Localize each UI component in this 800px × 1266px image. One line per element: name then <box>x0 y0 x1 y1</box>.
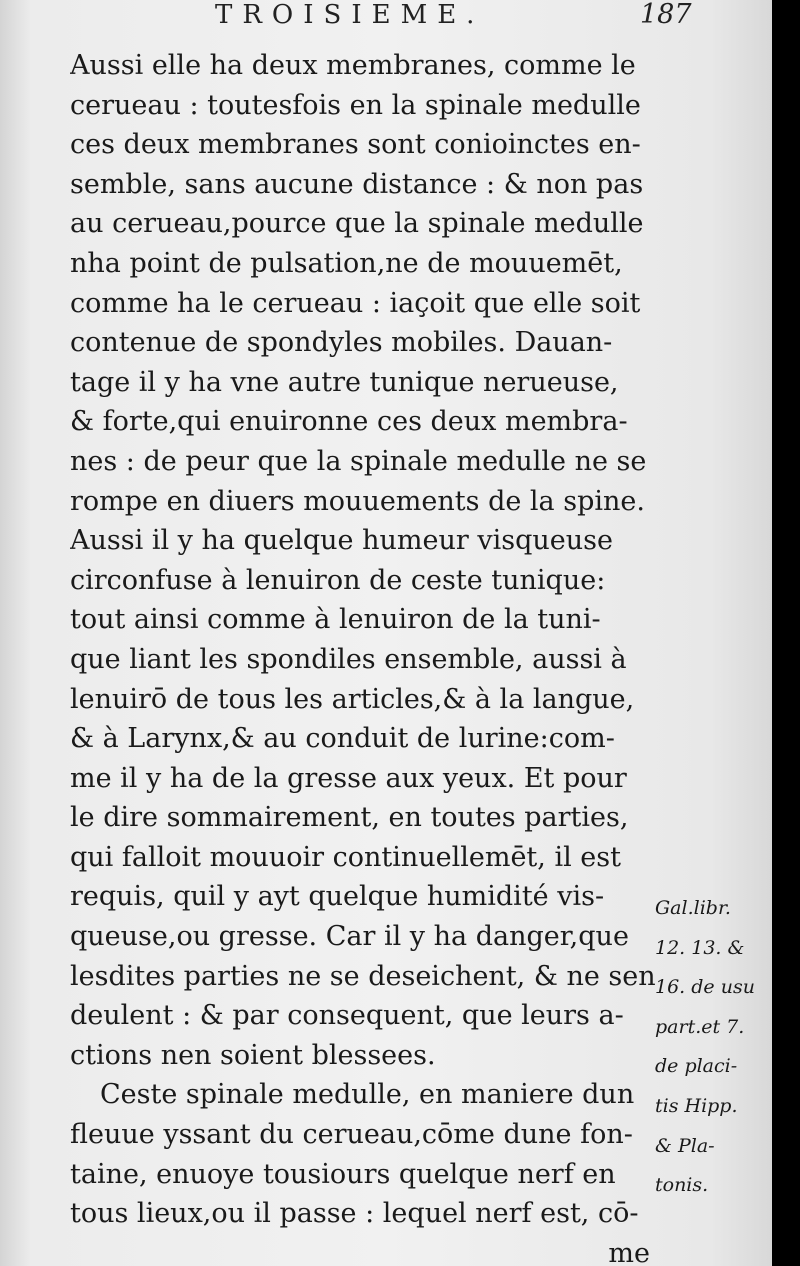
text-line: au cerueau,pource que la spinale medulle <box>70 208 644 240</box>
text-line: Aussi il y ha quelque humeur visqueuse <box>70 525 613 557</box>
text-line: queuse,ou gresse. Car il y ha danger,que <box>70 921 629 953</box>
text-line: le dire sommairement, en toutes parties, <box>70 802 629 834</box>
text-line: tage il y ha vne autre tunique nerueuse, <box>70 366 619 398</box>
margin-note: tis Hipp. <box>655 1094 738 1117</box>
text-line: circonfuse à lenuiron de ceste tunique: <box>70 564 606 596</box>
running-head: TROISIEME. <box>215 0 485 30</box>
text-line: & forte,qui enuironne ces deux membra- <box>70 406 628 438</box>
catchword: me <box>608 1237 650 1266</box>
margin-note: 12. 13. & <box>655 936 745 959</box>
margin-note: 16. de usu <box>655 976 755 999</box>
text-line: Ceste spinale medulle, en maniere dun <box>100 1079 635 1111</box>
text-line: ctions nen soient blessees. <box>70 1039 436 1071</box>
text-line: & à Larynx,& au conduit de lurine:com- <box>70 723 615 755</box>
text-line: fleuue yssant du cerueau,cōme dune fon- <box>70 1119 633 1151</box>
text-line: cerueau : toutesfois en la spinale medulle <box>70 89 641 121</box>
text-line: comme ha le cerueau : iaçoit que elle soit <box>70 287 641 319</box>
text-line: taine, enuoye tousiours quelque nerf en <box>70 1158 616 1190</box>
text-line: semble, sans aucune distance : & non pas <box>70 168 644 200</box>
text-line: requis, quil y ayt quelque humidité vis- <box>70 881 605 913</box>
margin-note: de placi- <box>655 1055 738 1078</box>
margin-note: & Pla- <box>655 1134 715 1157</box>
margin-note: part.et 7. <box>655 1015 745 1038</box>
text-line: qui falloit mouuoir continuellemēt, il est <box>70 841 621 873</box>
text-line: lesdites parties ne se deseichent, & ne sen <box>70 960 656 992</box>
margin-note: Gal.libr. <box>655 897 731 919</box>
body-text <box>70 46 660 1266</box>
text-line: ces deux membranes sont conioinctes en- <box>70 129 641 161</box>
page-header <box>0 0 772 36</box>
margin-note: tonis. <box>655 1174 709 1197</box>
text-line: que liant les spondiles ensemble, aussi à <box>70 643 627 675</box>
text-line: me il y ha de la gresse aux yeux. Et pour <box>70 762 627 794</box>
text-line: Aussi elle ha deux membranes, comme le <box>70 50 636 81</box>
text-line: nes : de peur que la spinale medulle ne se <box>70 445 647 477</box>
text-line: lenuirō de tous les articles,& à la langue, <box>70 683 635 715</box>
text-line: tous lieux,ou il passe : lequel nerf est, cō- <box>70 1198 639 1230</box>
page-number: 187 <box>640 0 692 30</box>
margin-notes <box>655 889 773 1206</box>
text-line: tout ainsi comme à lenuiron de la tuni- <box>70 604 601 636</box>
text-line: nha point de pulsation,ne de mouuemēt, <box>70 247 623 279</box>
text-line: contenue de spondyles mobiles. Dauan- <box>70 327 613 359</box>
text-line: deulent : & par consequent, que leurs a- <box>70 1000 624 1032</box>
text-line: rompe en diuers mouuements de la spine. <box>70 485 645 517</box>
